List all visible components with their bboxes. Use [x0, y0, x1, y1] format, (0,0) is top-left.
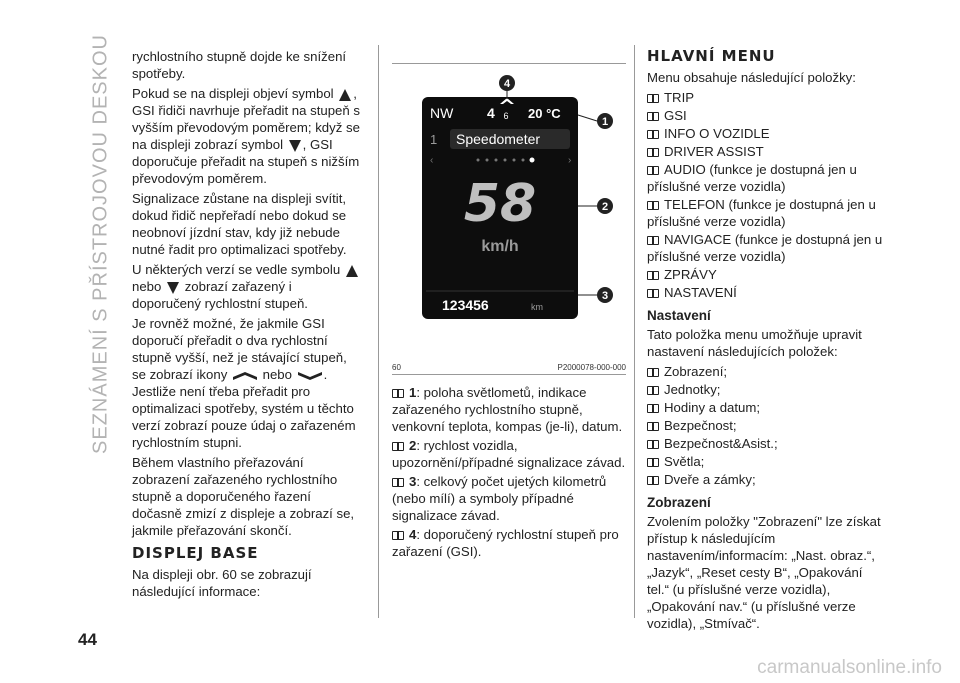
- paragraph: Zvolením položky "Zobrazení" lze získat přístup k následujícím nastavením/informacím: „Nast. obraz.“, „Jazyk“, „Reset cesty B“, „Opakování tel.“ (u příslušné verze vozidla), „Opakování nav.“ (u příslušné verze vozidla), „Stmívač“.: [647, 514, 881, 631]
- book-icon: [392, 442, 404, 451]
- book-icon: [647, 130, 659, 139]
- list-item: NASTAVENÍ: [647, 284, 887, 301]
- book-icon: [647, 476, 659, 485]
- list-item: GSI: [647, 107, 887, 124]
- book-icon: [647, 236, 659, 245]
- left-arrow-icon: ‹: [430, 155, 434, 166]
- book-icon: [647, 148, 659, 157]
- gear-current-text: 4: [487, 105, 495, 121]
- figure-number: 60: [392, 363, 401, 372]
- book-icon: [647, 289, 659, 298]
- page-number: 44: [78, 630, 97, 649]
- right-arrow-icon: ›: [568, 155, 572, 166]
- list-item: Jednotky;: [647, 381, 887, 398]
- main-menu-list: [647, 89, 887, 301]
- double-gear-up-icon: [231, 371, 259, 381]
- book-icon: [647, 422, 659, 431]
- section-heading: HLAVNÍ MENU: [647, 47, 776, 65]
- list-item: TELEFON (funkce je dostupná jen u příslušné verze vozidla): [647, 197, 876, 229]
- paragraph: Tato položka menu umožňuje upravit nastavení následujících položek:: [647, 327, 862, 359]
- book-icon: [647, 112, 659, 121]
- legend-item: 1: poloha světlometů, indikace zařazeného rychlostního stupně, venkovní teplota, kompas (je-li), datum.: [392, 385, 623, 434]
- gear-suggested-text: 6: [503, 111, 509, 121]
- list-item: AUDIO (funkce je dostupná jen u příslušné verze vozidla): [647, 162, 857, 194]
- book-icon: [647, 94, 659, 103]
- figure-legend: [392, 384, 627, 562]
- watermark: carmanualsonline.info: [757, 657, 942, 678]
- book-icon: [647, 271, 659, 280]
- menu-index-text: 1: [430, 132, 438, 147]
- svg-text:1: 1: [601, 116, 609, 128]
- svg-text:3: 3: [601, 290, 609, 302]
- double-gear-down-icon: [296, 371, 324, 381]
- menu-title-text: Speedometer: [456, 131, 541, 147]
- subheading: Zobrazení: [647, 495, 711, 510]
- speed-unit: km/h: [481, 238, 519, 255]
- svg-text:2: 2: [601, 201, 609, 213]
- column-right: [647, 48, 887, 635]
- legend-item: 2: rychlost vozidla, upozornění/případné signalizace závad.: [392, 438, 626, 470]
- book-icon: [392, 478, 404, 487]
- list-item: TRIP: [647, 89, 887, 106]
- book-icon: [647, 458, 659, 467]
- paragraph: Je rovněž možné, že jakmile GSI doporučí přeřadit o dva rychlostní stupně vyšší, než je stávající stupeň, se zobrazí ikony nebo . Jestliže není třeba přeřadit pro optimalizaci spotřeby, systém u těchto verzí zobrazí pouze údaj o zařazeném rychlostním stupni.: [132, 316, 356, 450]
- paragraph: U některých verzí se vedle symbolu nebo zobrazí zařazený i doporučený rychlostní stupeň.: [132, 261, 364, 312]
- gear-up-icon: [346, 265, 358, 277]
- paragraph: Pokud se na displeji objeví symbol , GSI řidiči navrhuje přeřadit na stupeň s vyšším převodovým poměrem; když se na displeji zobrazí symbol , GSI doporučuje přeřadit na stupeň s nižším převodovým poměrem.: [132, 86, 360, 186]
- side-title-text: SEZNÁMENÍ S PŘÍSTROJOVOU DESKOU: [89, 34, 112, 454]
- book-icon: [647, 404, 659, 413]
- book-icon: [647, 440, 659, 449]
- settings-list: [647, 363, 887, 488]
- gear-down-icon: [289, 140, 301, 152]
- gear-up-icon: [339, 89, 351, 101]
- book-icon: [647, 166, 659, 175]
- legend-item: 4: doporučený rychlostní stupeň pro zařazení (GSI).: [392, 527, 619, 559]
- book-icon: [647, 386, 659, 395]
- instrument-display-figure: [392, 63, 626, 365]
- list-item: Bezpečnost&Asist.;: [647, 435, 887, 452]
- legend-item: 3: celkový počet ujetých kilometrů (nebo mílí) a symboly případné signalizace závad.: [392, 474, 607, 523]
- paragraph: rychlostního stupně dojde ke snížení spotřeby.: [132, 49, 347, 81]
- list-item: Zobrazení;: [647, 363, 887, 380]
- side-section-title: [86, 34, 116, 454]
- odometer-value: 123456: [442, 297, 489, 313]
- speed-value: 58: [463, 174, 537, 234]
- figure-bottom-rule: [392, 374, 626, 375]
- paragraph: Na displeji obr. 60 se zobrazují následující informace:: [132, 567, 312, 599]
- list-item: NAVIGACE (funkce je dostupná jen u příslušné verze vozidla): [647, 232, 883, 264]
- book-icon: [647, 368, 659, 377]
- list-item: ZPRÁVY: [647, 266, 887, 283]
- paragraph: Signalizace zůstane na displeji svítit, dokud řidič nepřeřadí nebo dokud se neobnoví jízdní stav, kdy již nebude nutné řadit pro optimalizaci spotřeby.: [132, 191, 347, 257]
- column-left: [132, 48, 364, 603]
- list-item: Dveře a zámky;: [647, 471, 887, 488]
- list-item: Bezpečnost;: [647, 417, 887, 434]
- list-item: Hodiny a datum;: [647, 399, 887, 416]
- paragraph: Menu obsahuje následující položky:: [647, 70, 856, 85]
- book-icon: [647, 201, 659, 210]
- section-heading: DISPLEJ BASE: [132, 544, 259, 562]
- compass-text: NW: [430, 105, 454, 121]
- figure-code: P2000078-000-000: [557, 363, 626, 372]
- subheading: Nastavení: [647, 308, 711, 323]
- display-illustration: [392, 63, 626, 359]
- gear-down-icon: [167, 282, 179, 294]
- book-icon: [392, 389, 404, 398]
- list-item: Světla;: [647, 453, 887, 470]
- paragraph: Během vlastního přeřazování zobrazení zařazeného rychlostního stupně a doporučeného řazení dočasně zmizí z displeje a zobrazí se, jakmile přeřazování skončí.: [132, 455, 355, 538]
- list-item: INFO O VOZIDLE: [647, 125, 887, 142]
- temperature-text: 20 °C: [528, 106, 561, 121]
- svg-text:4: 4: [503, 78, 511, 90]
- column-divider: [378, 45, 379, 618]
- book-icon: [392, 531, 404, 540]
- column-divider: [634, 45, 635, 618]
- list-item: DRIVER ASSIST: [647, 143, 887, 160]
- odometer-unit: km: [531, 302, 543, 312]
